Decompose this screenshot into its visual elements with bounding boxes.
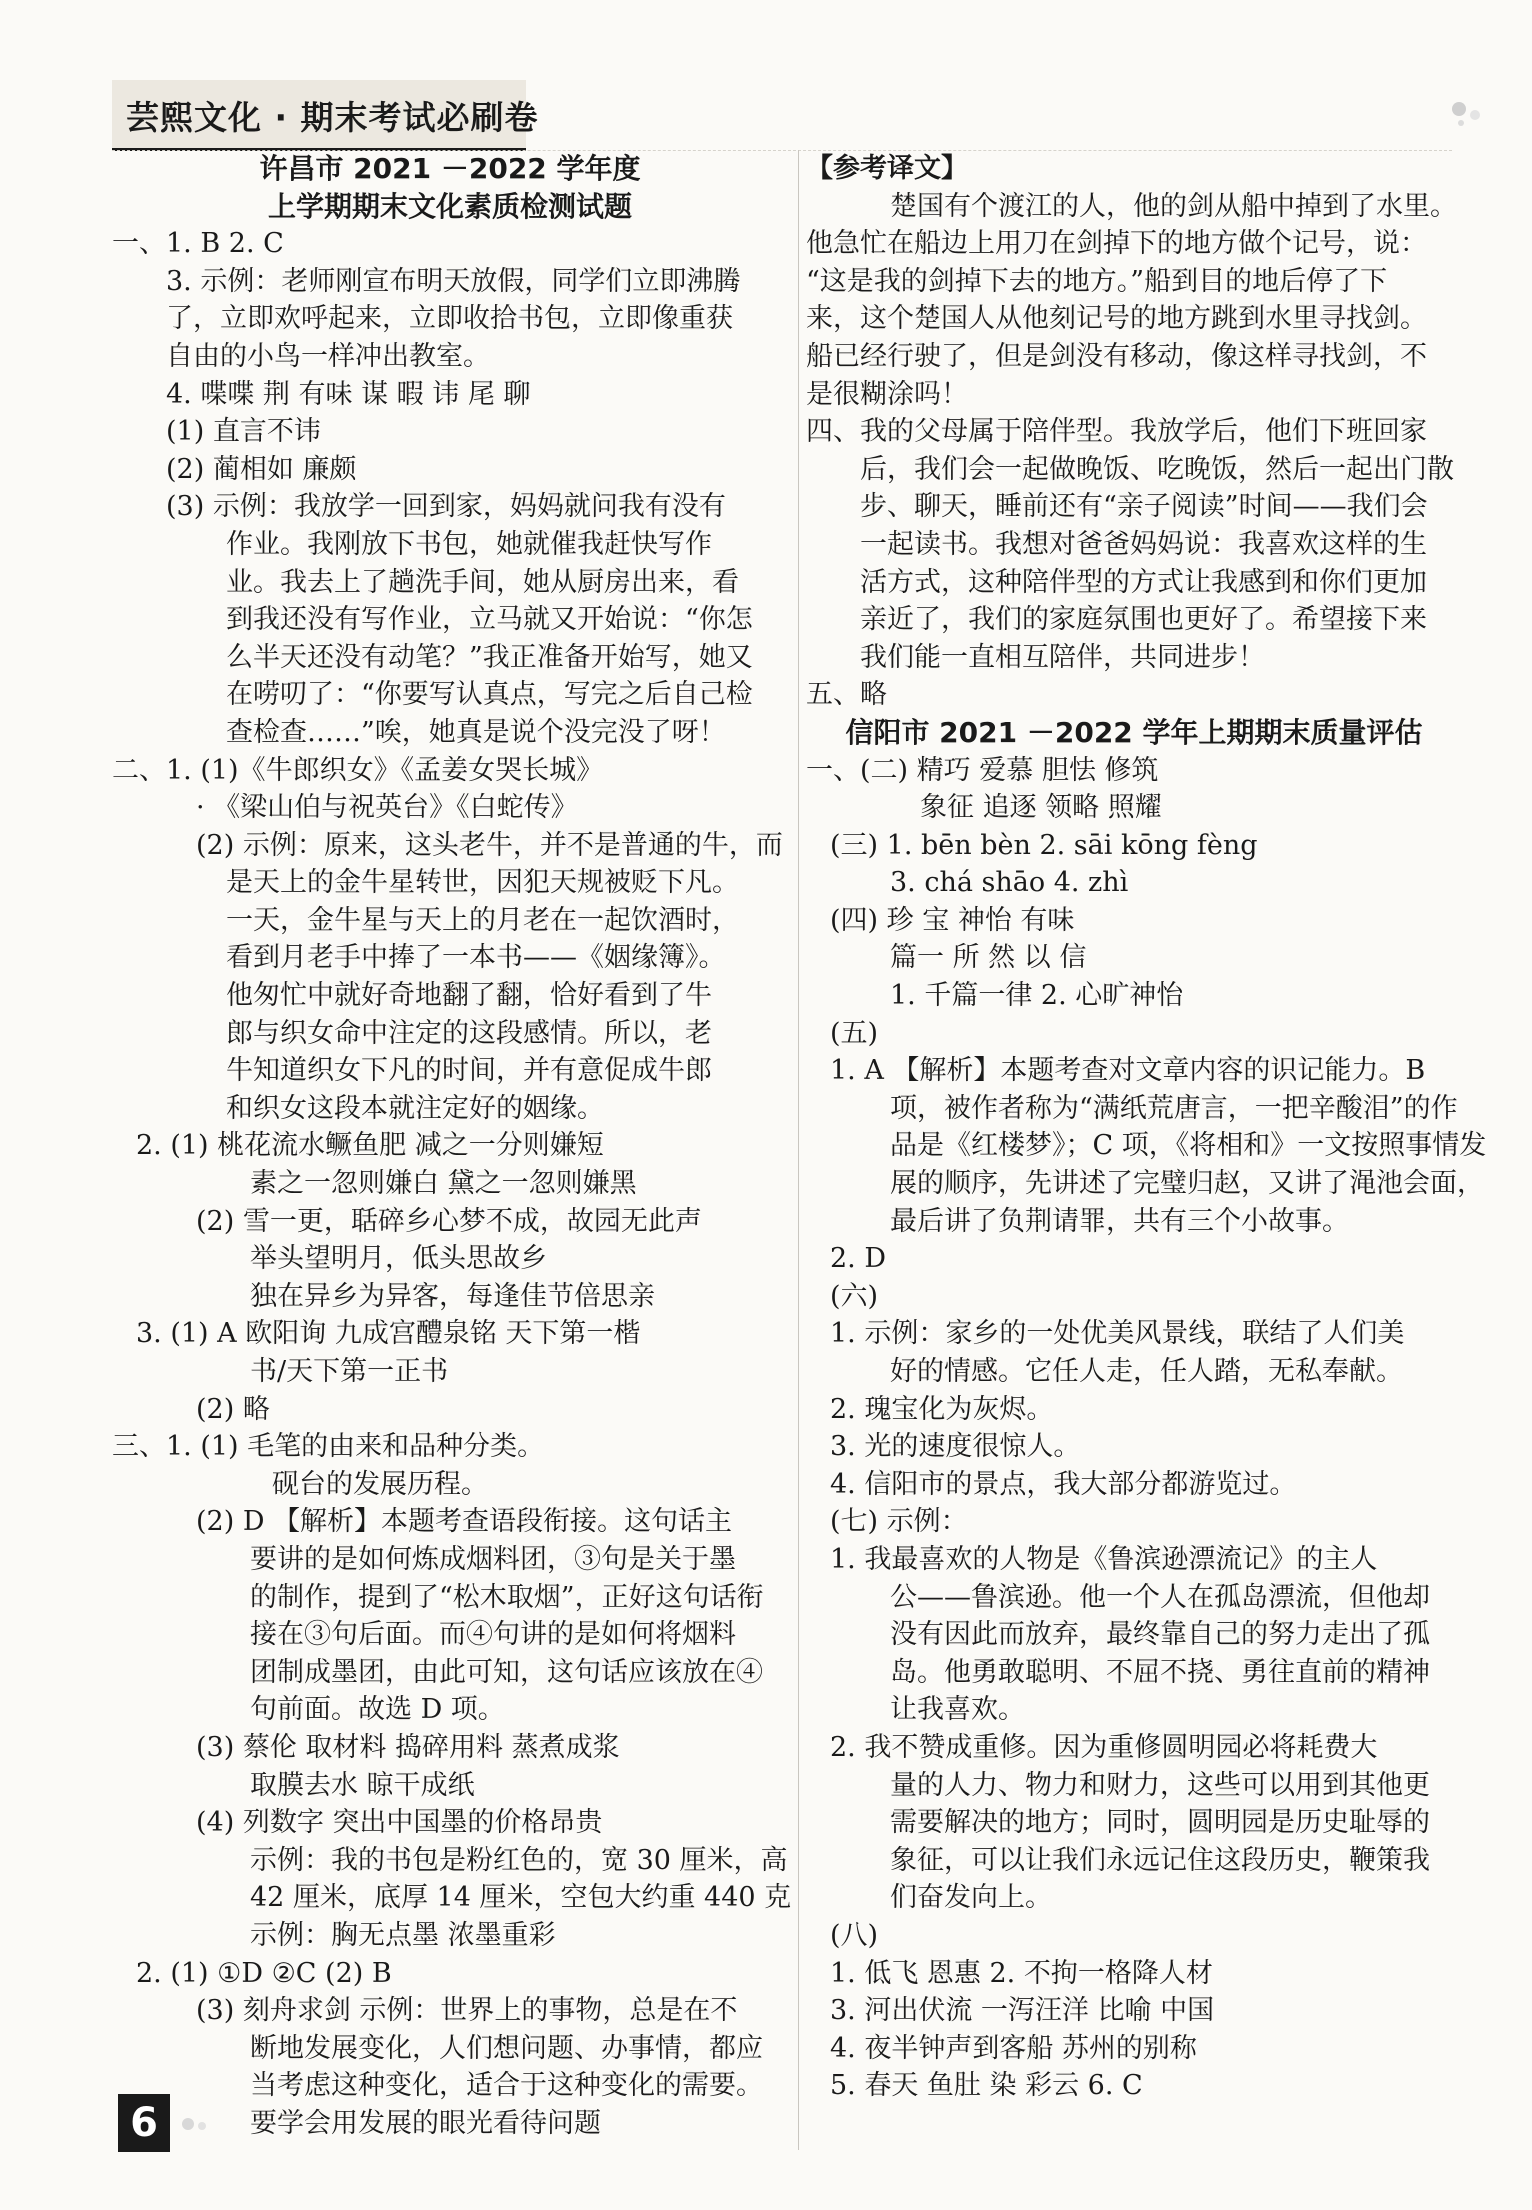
answer-line: (七) 示例： xyxy=(830,1506,968,1538)
answer-line: 要讲的是如何炼成烟料团，③句是关于墨 xyxy=(250,1543,736,1575)
answer-line: 没有因此而放弃，最终靠自己的努力走出了孤 xyxy=(890,1619,1430,1651)
answer-line: 句前面。故选 D 项。 xyxy=(250,1694,505,1726)
answer-line: 4. 喋喋 荆 有味 谋 暇 讳 尾 聊 xyxy=(166,378,531,410)
answer-line: 4. 夜半钟声到客船 苏州的别称 xyxy=(830,2032,1197,2064)
answer-line: (2) 雪一更，聒碎乡心梦不成，故园无此声 xyxy=(196,1205,702,1237)
left-column xyxy=(112,150,792,2142)
column-divider xyxy=(798,150,799,2150)
answer-line: 书/天下第一正书 xyxy=(250,1356,449,1387)
translation-line: 楚国有个渡江的人，他的剑从船中掉到了水里。 xyxy=(890,190,1457,222)
answer-line: (五) xyxy=(830,1017,879,1049)
right-column xyxy=(806,150,1487,2105)
answer-line: 四、我的父母属于陪伴型。我放学后，他们下班回家 xyxy=(806,416,1427,448)
answer-line: 4. 信阳市的景点，我大部分都游览过。 xyxy=(830,1468,1297,1500)
answer-line: 公——鲁滨逊。他一个人在孤岛漂流，但他却 xyxy=(890,1581,1430,1613)
reference-translation-heading: 【参考译文】 xyxy=(806,153,968,184)
answer-line: 好的情感。它任人走，任人踏，无私奉献。 xyxy=(890,1356,1403,1387)
answer-line: (2) D 【解析】本题考查语段衔接。这句话主 xyxy=(196,1506,733,1538)
page-number: 6 xyxy=(118,2094,170,2152)
answer-line: (四) 珍 宝 神怡 有味 xyxy=(830,904,1075,936)
answer-line: 让我喜欢。 xyxy=(890,1694,1025,1726)
answer-line: 的制作，提到了“松木取烟”，正好这句话衔 xyxy=(250,1581,764,1613)
answer-line: 一、(二) 精巧 爱慕 胆怯 修筑 xyxy=(806,754,1159,786)
answer-line: 象征，可以让我们永远记住这段历史，鞭策我 xyxy=(890,1844,1430,1876)
answer-line: 在唠叨了：“你要写认真点，写完之后自己检 xyxy=(226,679,753,711)
answer-line: 项，被作者称为“满纸荒唐言，一把辛酸泪”的作 xyxy=(890,1092,1458,1124)
answer-line: (3) 蔡伦 取材料 捣碎用料 蒸煮成浆 xyxy=(196,1731,620,1763)
answer-line: 要学会用发展的眼光看待问题 xyxy=(250,2107,601,2139)
answer-line: 2. (1) 桃花流水鳜鱼肥 减之一分则嫌短 xyxy=(136,1130,604,1162)
answer-line: (2) 蔺相如 廉颇 xyxy=(166,453,357,485)
answer-line: 1. 低飞 恩惠 2. 不拘一格降人材 xyxy=(830,1957,1213,1989)
answer-line: 3. chá shāo 4. zhì xyxy=(890,867,1129,899)
answer-line: 2. 瑰宝化为灰烬。 xyxy=(830,1393,1054,1425)
section-title-xuchang-2: 上学期期末文化素质检测试题 xyxy=(267,189,632,223)
answer-line: 作业。我刚放下书包，她就催我赶快写作 xyxy=(226,528,712,560)
answer-line: 举头望明月，低头思故乡 xyxy=(250,1243,547,1275)
answer-line: 需要解决的地方；同时，圆明园是历史耻辱的 xyxy=(890,1807,1430,1839)
answer-line: 独在异乡为异客，每逢佳节倍思亲 xyxy=(250,1280,655,1312)
answer-line: 到我还没有写作业，立马就又开始说：“你怎 xyxy=(226,604,753,636)
answer-line: 和织女这段本就注定好的姻缘。 xyxy=(226,1092,604,1124)
answer-line: 查检查……”唉，她真是说个没完没了呀！ xyxy=(226,716,726,748)
answer-line: 们奋发向上。 xyxy=(890,1882,1052,1914)
answer-line: (八) xyxy=(830,1919,879,1951)
answer-line: 2. (1) ①D ②C (2) B xyxy=(136,1957,392,1989)
answer-line: 示例：胸无点墨 浓墨重彩 xyxy=(250,1919,556,1951)
answer-line: 是天上的金牛星转世，因犯天规被贬下凡。 xyxy=(226,867,739,899)
answer-line: 二、1. (1)《牛郎织女》《孟姜女哭长城》 xyxy=(112,754,604,786)
answer-line: 示例：我的书包是粉红色的，宽 30 厘米，高 xyxy=(250,1844,788,1876)
answer-line: 牛知道织女下凡的时间，并有意促成牛郎 xyxy=(226,1055,712,1087)
answer-line: 看到月老手中捧了一本书——《姻缘簿》。 xyxy=(226,942,726,974)
answer-line: 三、1. (1) 毛笔的由来和品种分类。 xyxy=(112,1431,545,1463)
answer-line: (4) 列数字 突出中国墨的价格昂贵 xyxy=(196,1807,603,1839)
answer-line: 团制成墨团，由此可知，这句话应该放在④ xyxy=(250,1656,763,1688)
answer-line: (2) 示例：原来，这头老牛，并不是普通的牛，而 xyxy=(196,829,783,861)
answer-line: 郎与织女命中注定的这段感情。所以，老 xyxy=(226,1017,712,1049)
answer-line: 我们能一直相互陪伴，共同进步！ xyxy=(860,641,1265,673)
answer-line: 1. 千篇一律 2. 心旷神怡 xyxy=(890,980,1184,1012)
answer-line: 他匆忙中就好奇地翻了翻，恰好看到了牛 xyxy=(226,980,712,1012)
translation-line: 来，这个楚国人从他刻记号的地方跳到水里寻找剑。 xyxy=(806,303,1427,335)
answer-line: 岛。他勇敢聪明、不屈不挠、勇往直前的精神 xyxy=(890,1656,1430,1688)
answer-line: 3. 河出伏流 一泻汪洋 比喻 中国 xyxy=(830,1995,1215,2027)
answer-line: 一起读书。我想对爸爸妈妈说：我喜欢这样的生 xyxy=(860,528,1427,560)
answer-line: 断地发展变化，人们想问题、办事情，都应 xyxy=(250,2032,763,2064)
answer-line: 业。我去上了趟洗手间，她从厨房出来，看 xyxy=(226,566,739,598)
translation-line: 他急忙在船边上用刀在剑掉下的地方做个记号，说： xyxy=(806,228,1427,260)
answer-line: 2. D xyxy=(830,1243,886,1275)
answer-line: 一、1. B 2. C xyxy=(112,228,284,260)
translation-line: 船已经行驶了，但是剑没有移动，像这样寻找剑，不 xyxy=(806,340,1427,372)
answer-line: 么半天还没有动笔？”我正准备开始写，她又 xyxy=(226,641,753,673)
answer-line: 象征 追逐 领略 照耀 xyxy=(920,792,1162,824)
answer-line: 量的人力、物力和财力，这些可以用到其他更 xyxy=(890,1769,1430,1801)
answer-line: 一天，金牛星与天上的月老在一起饮酒时， xyxy=(226,904,739,936)
answer-line: (三) 1. bēn bèn 2. sāi kōng fèng xyxy=(830,829,1258,861)
answer-line: 取膜去水 晾干成纸 xyxy=(250,1769,475,1801)
answer-line: 42 厘米，底厚 14 厘米，空包大约重 440 克 xyxy=(250,1882,792,1914)
answer-line: · 《梁山伯与祝英台》《白蛇传》 xyxy=(196,792,578,824)
answer-line: 3. 示例：老师刚宣布明天放假，同学们立即沸腾 xyxy=(166,265,741,297)
answer-line: 展的顺序，先讲述了完璧归赵，又讲了渑池会面， xyxy=(890,1168,1484,1200)
answer-line: 了，立即欢呼起来，立即收拾书包，立即像重获 xyxy=(166,303,733,335)
answer-line: 接在③句后面。而④句讲的是如何将烟料 xyxy=(250,1619,736,1651)
answer-line: (3) 示例：我放学一回到家，妈妈就问我有没有 xyxy=(166,491,726,523)
answer-line: (1) 直言不讳 xyxy=(166,416,321,448)
translation-line: “这是我的剑掉下去的地方。”船到目的地后停了下 xyxy=(806,265,1388,297)
answer-line: 3. 光的速度很惊人。 xyxy=(830,1431,1081,1463)
answer-line: 步、聊天，睡前还有“亲子阅读”时间——我们会 xyxy=(860,491,1428,523)
answer-line: (3) 刻舟求剑 示例：世界上的事物，总是在不 xyxy=(196,1995,738,2027)
answer-line: 3. (1) A 欧阳询 九成宫醴泉铭 天下第一楷 xyxy=(136,1318,641,1350)
header-title: 芸熙文化 · 期末考试必刷卷 xyxy=(126,98,539,137)
answer-line: 2. 我不赞成重修。因为重修圆明园必将耗费大 xyxy=(830,1731,1378,1763)
answer-line: (六) xyxy=(830,1280,879,1312)
section-title-xuchang-1: 许昌市 2021 －2022 学年度 xyxy=(259,152,641,185)
answer-line: 后，我们会一起做晚饭、吃晚饭，然后一起出门散 xyxy=(860,453,1454,485)
answer-line: 素之一忽则嫌白 黛之一忽则嫌黑 xyxy=(250,1168,637,1200)
answer-line: 1. 我最喜欢的人物是《鲁滨逊漂流记》的主人 xyxy=(830,1543,1378,1575)
answer-line: 砚台的发展历程。 xyxy=(272,1468,488,1500)
answer-line: 1. A 【解析】本题考查对文章内容的识记能力。B xyxy=(830,1055,1426,1087)
answer-line: (2) 略 xyxy=(196,1393,270,1425)
answer-line: 5. 春天 鱼肚 染 彩云 6. C xyxy=(830,2070,1143,2102)
answer-line: 当考虑这种变化，适合于这种变化的需要。 xyxy=(250,2070,763,2102)
answer-line: 篇一 所 然 以 信 xyxy=(890,942,1087,974)
answer-line: 亲近了，我们的家庭氛围也更好了。希望接下来 xyxy=(860,604,1427,636)
answer-line: 品是《红楼梦》；C 项，《将相和》一文按照事情发 xyxy=(890,1130,1487,1162)
answer-line: 活方式，这种陪伴型的方式让我感到和你们更加 xyxy=(860,566,1427,598)
translation-line: 是很糊涂吗！ xyxy=(806,378,968,410)
answer-line: 自由的小鸟一样冲出教室。 xyxy=(166,340,490,372)
answer-line: 五、略 xyxy=(806,679,887,711)
answer-line: 最后讲了负荆请罪，共有三个小故事。 xyxy=(890,1205,1349,1237)
answer-line: 1. 示例：家乡的一处优美风景线，联结了人们美 xyxy=(830,1318,1405,1350)
section-title-xinyang: 信阳市 2021 －2022 学年上期期末质量评估 xyxy=(845,715,1423,749)
